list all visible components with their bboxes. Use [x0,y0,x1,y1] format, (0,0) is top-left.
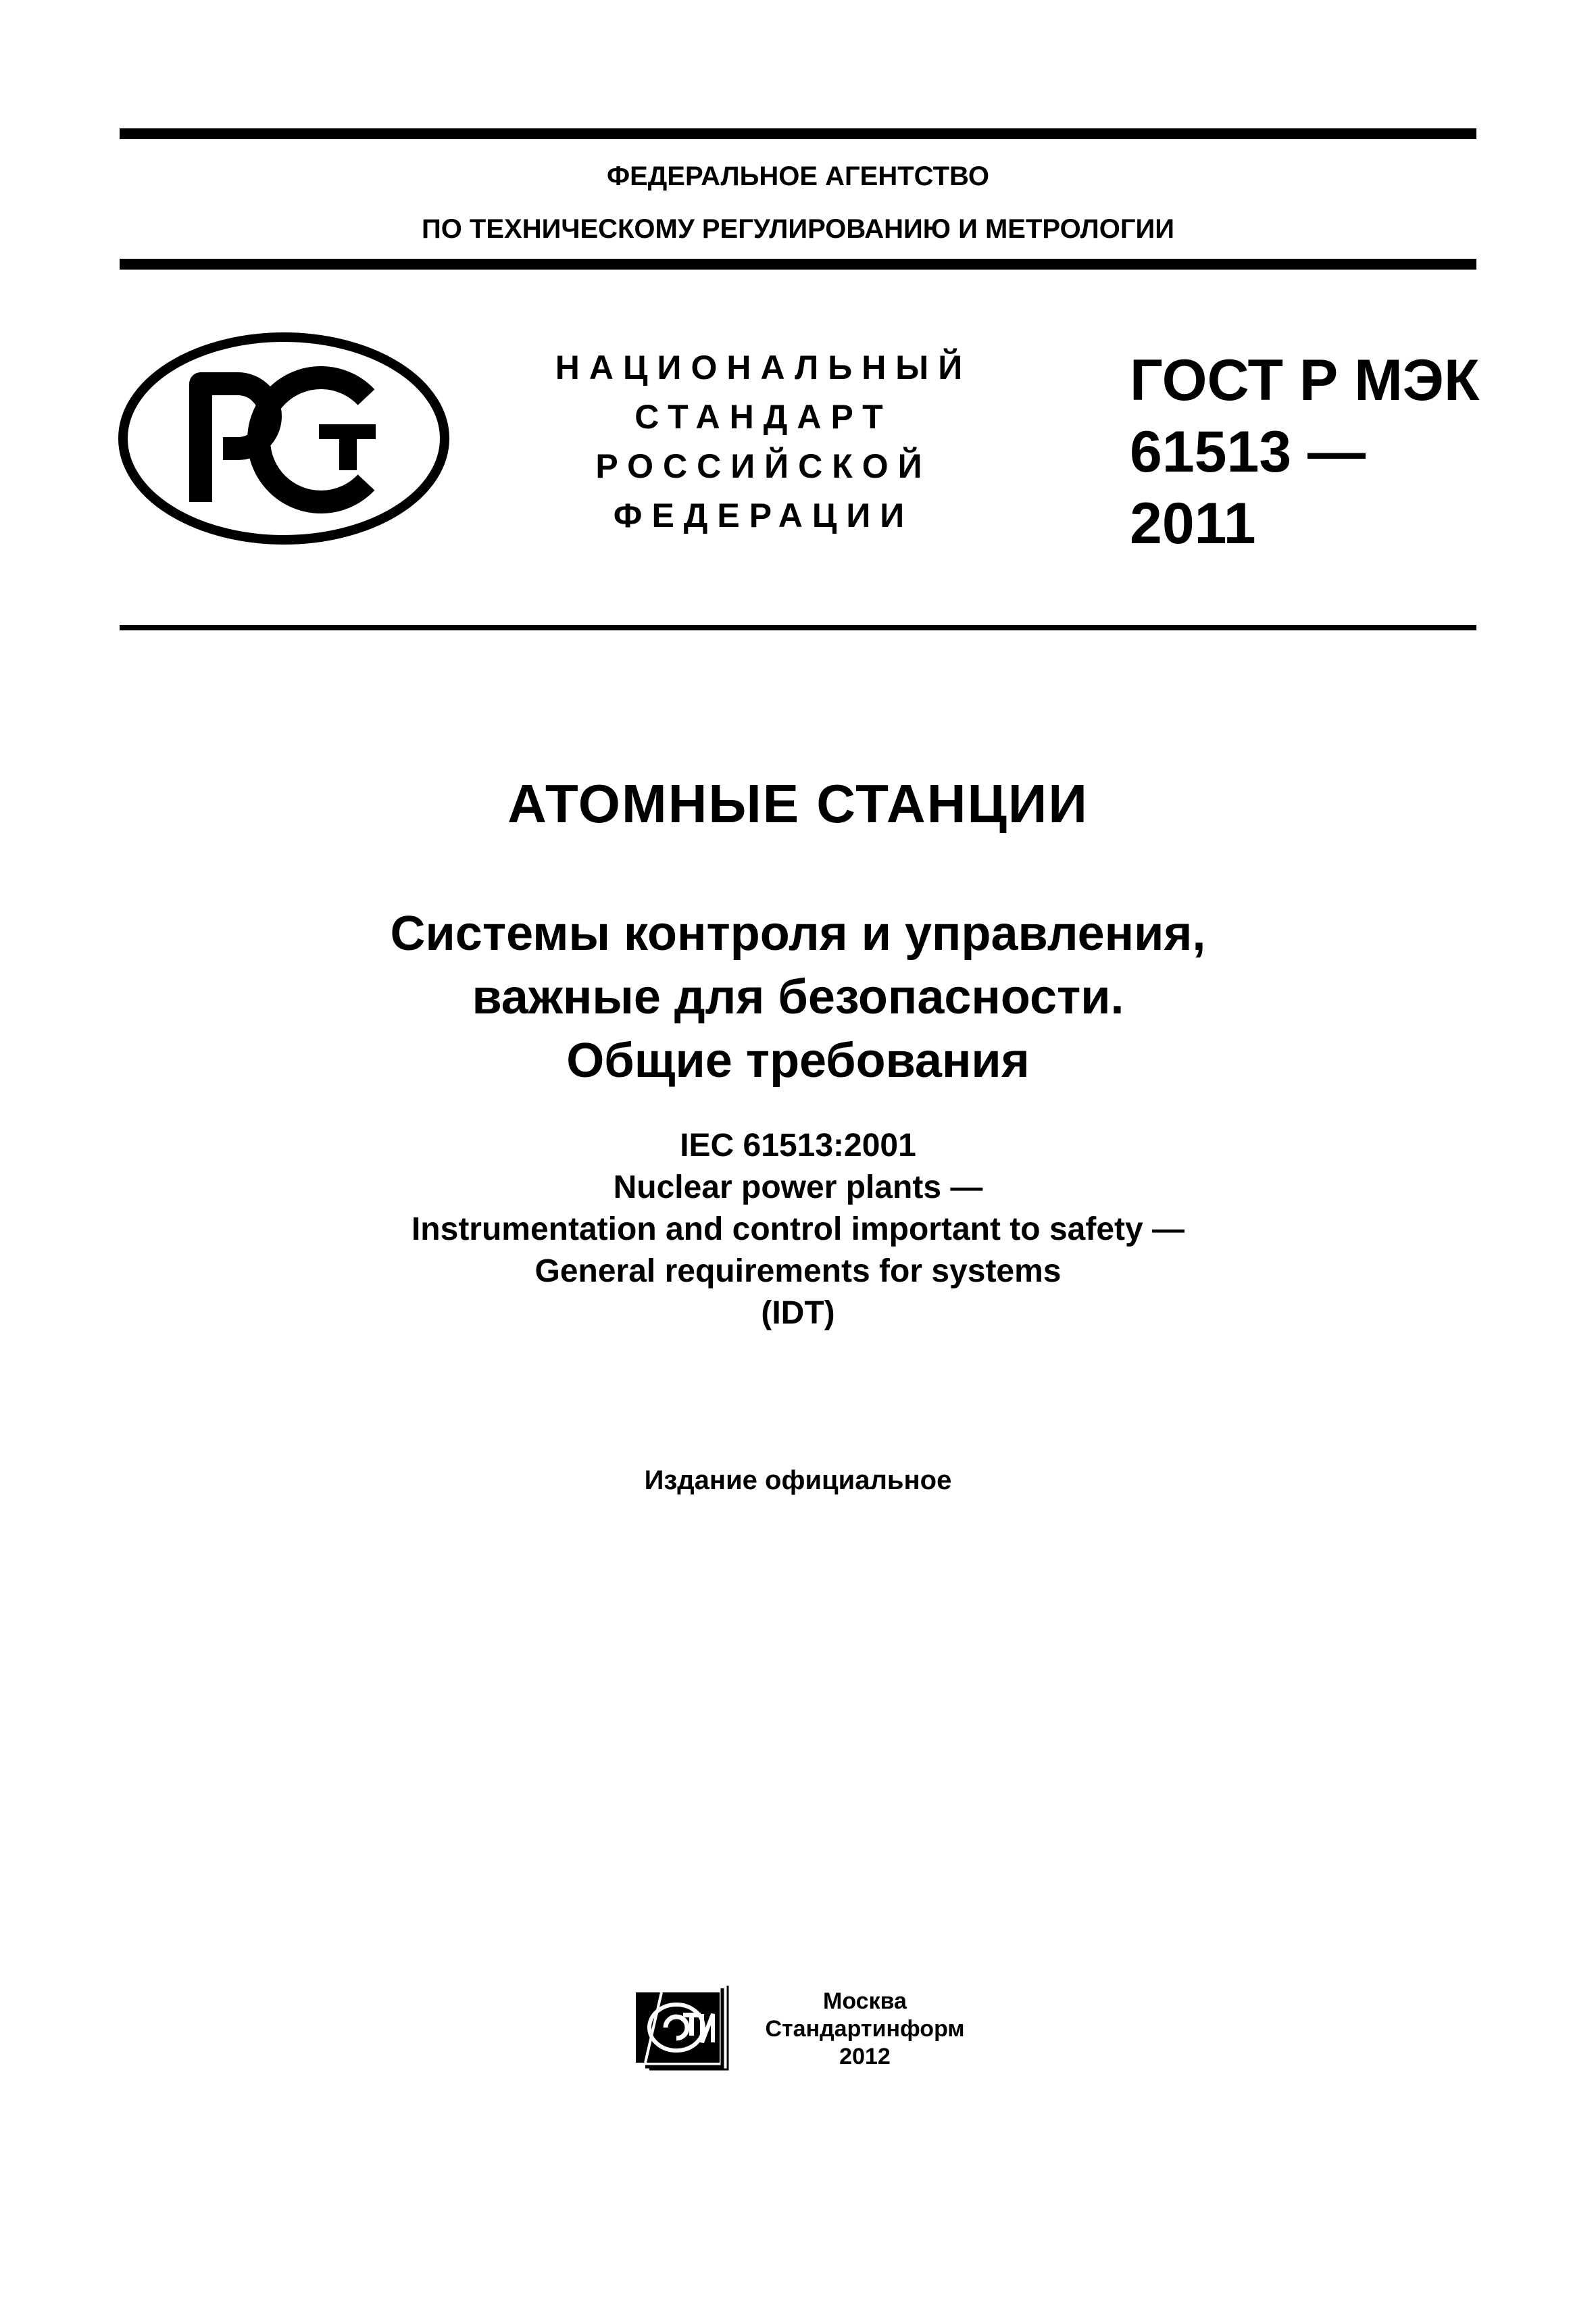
iec-line-4: General requirements for systems [534,1253,1062,1289]
national-standard-line-2: СТАНДАРТ [634,398,893,436]
standard-designation [1130,345,1479,559]
publisher-city: Москва [823,1988,907,2014]
subtitle-line-2: важные для безопасности. [472,970,1124,1024]
iec-line-2: Nuclear power plants — [613,1169,983,1205]
subtitle-line-1: Системы контроля и управления, [390,907,1206,961]
top-rule [120,128,1476,139]
subtitle-line-3: Общие требования [566,1034,1030,1088]
national-standard-line-4: ФЕДЕРАЦИИ [613,497,914,534]
document-title: АТОМНЫЕ СТАНЦИИ [507,774,1089,834]
designation-line-1: ГОСТ Р МЭК [1130,348,1480,413]
iec-line-1: IEC 61513:2001 [680,1128,916,1163]
publisher-name: Стандартинформ [765,2016,965,2042]
national-standard-block [534,343,993,540]
standartinform-logo-icon [632,1983,733,2071]
agency-line-1: ФЕДЕРАЛЬНОЕ АГЕНТСТВО [606,161,990,191]
iec-line-3: Instrumentation and control important to safety — [411,1211,1185,1247]
document-subtitle [120,902,1476,1092]
iec-line-5: (IDT) [761,1295,835,1331]
publisher-year: 2012 [839,2044,891,2069]
edition-note: Издание официальное [644,1465,952,1495]
agency-bottom-rule [120,259,1476,270]
iec-reference [120,1125,1476,1334]
agency-block [120,150,1476,255]
national-standard-line-3: РОССИЙСКОЙ [595,447,932,485]
designation-line-2: 61513 — [1130,420,1366,484]
publisher-block [737,1988,993,2071]
header-bottom-rule [120,625,1476,630]
national-standard-line-1: НАЦИОНАЛЬНЫЙ [555,349,972,386]
designation-line-3: 2011 [1130,491,1256,556]
agency-line-2: ПО ТЕХНИЧЕСКОМУ РЕГУЛИРОВАНИЮ И МЕТРОЛОГИИ [421,214,1175,244]
rst-conformity-logo-icon [116,330,451,547]
